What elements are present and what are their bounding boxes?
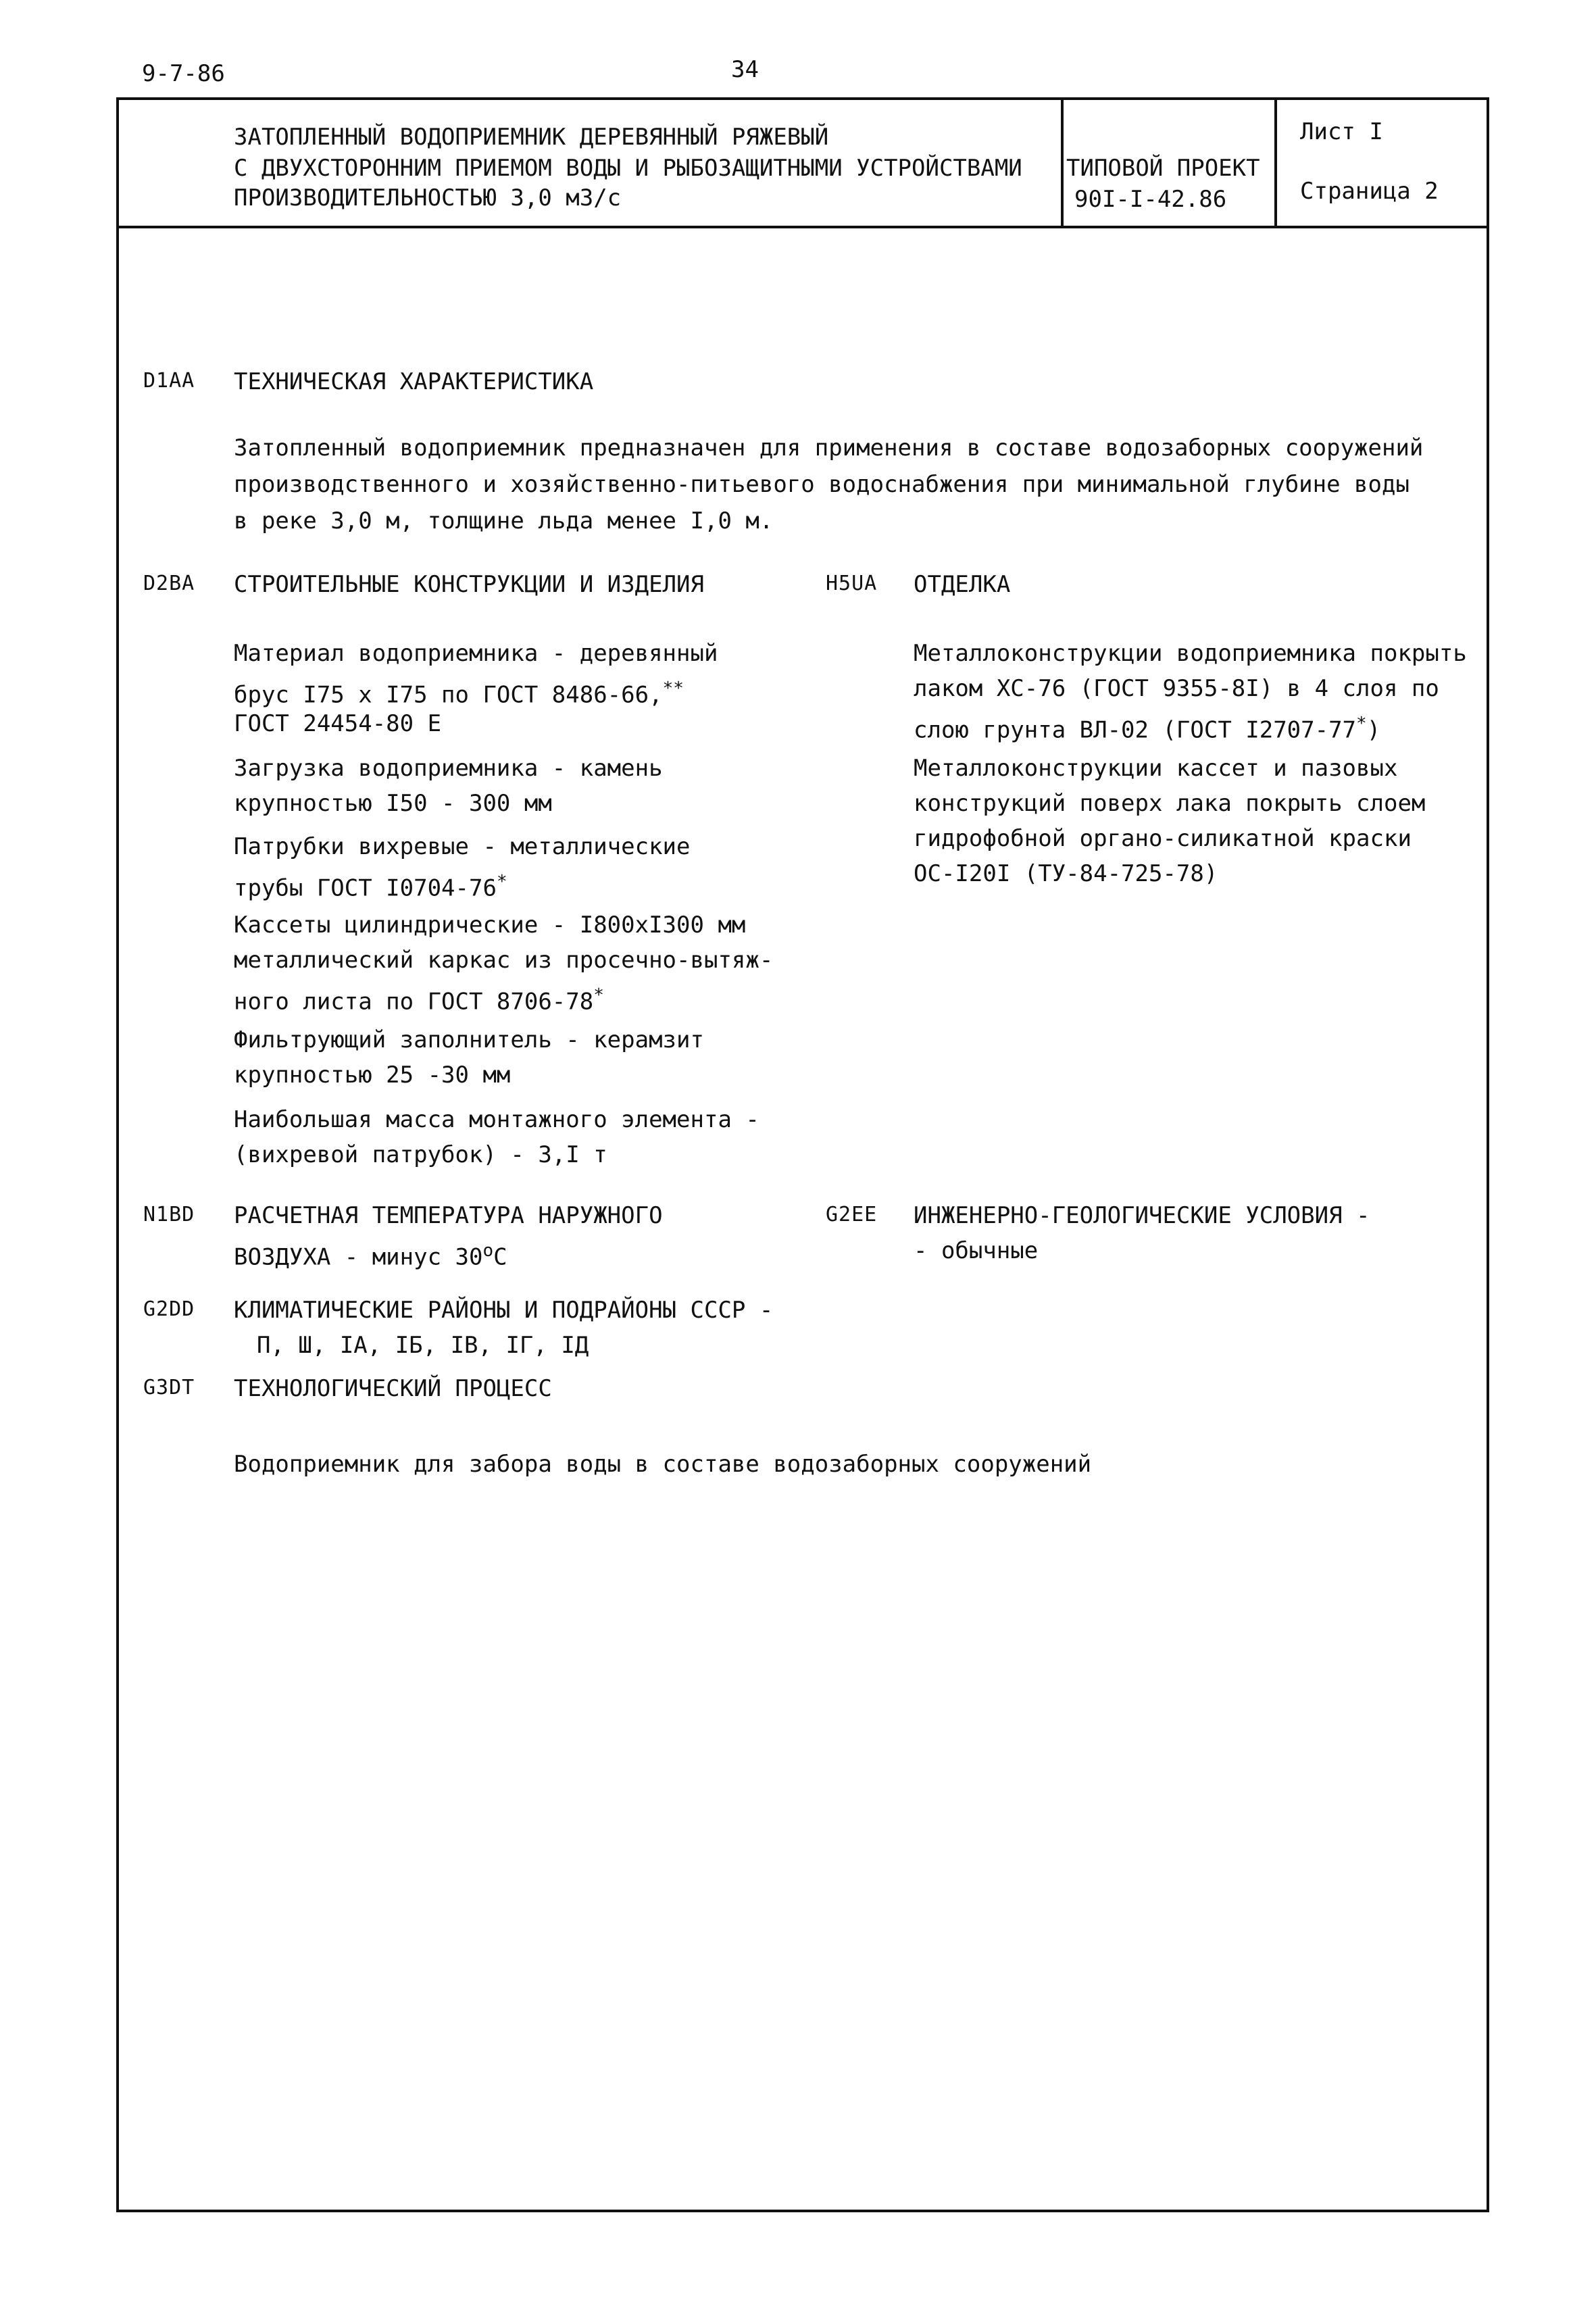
- paragraph-line: Затопленный водоприемник предназначен для применения в составе водозаборных сооружений: [234, 434, 1424, 462]
- list-item: брус I75 х I75 по ГОСТ 8486-66,**: [234, 678, 684, 709]
- stamp-divider-1: [1061, 97, 1064, 227]
- list-item: металлический каркас из просечно-вытяж-: [234, 947, 774, 974]
- list-item: Материал водоприемника - деревянный: [234, 640, 718, 667]
- paragraph-line: - обычные: [914, 1237, 1039, 1264]
- section-code: H5UA: [826, 572, 878, 595]
- stamp-bottom-rule: [116, 226, 1489, 228]
- section-code: G2EE: [826, 1203, 878, 1226]
- section-heading: ОТДЕЛКА: [914, 571, 1011, 598]
- list-item: (вихревой патрубок) - 3,I т: [234, 1141, 607, 1168]
- section-code: D1AA: [143, 369, 195, 393]
- paragraph-line: Водоприемник для забора воды в составе водозаборных сооружений: [234, 1451, 1092, 1478]
- stamp-title-line: С ДВУХСТОРОННИМ ПРИЕМОМ ВОДЫ И РЫБОЗАЩИТНЫМИ УСТРОЙСТВАМИ: [234, 155, 1022, 182]
- section-code: G2DD: [143, 1297, 195, 1321]
- list-item: ГОСТ 24454-80 Е: [234, 710, 442, 737]
- paragraph-line: слою грунта ВЛ-02 (ГОСТ I2707-77*): [914, 714, 1381, 744]
- section-heading: КЛИМАТИЧЕСКИЕ РАЙОНЫ И ПОДРАЙОНЫ СССР -: [234, 1297, 774, 1324]
- page-number: 34: [731, 56, 759, 83]
- project-label: ТИПОВОЙ ПРОЕКТ: [1066, 155, 1260, 182]
- section-code: G3DT: [143, 1376, 195, 1399]
- paragraph-line: П, Ш, IА, IБ, IВ, IГ, IД: [257, 1332, 589, 1359]
- section-code: N1BD: [143, 1203, 195, 1226]
- paragraph-line: Металлоконструкции кассет и пазовых: [914, 755, 1398, 782]
- document-code: 9-7-86: [142, 60, 225, 87]
- paragraph-line: Металлоконструкции водоприемника покрыть: [914, 640, 1467, 667]
- list-item: крупностью 25 -30 мм: [234, 1062, 511, 1089]
- section-heading: РАСЧЕТНАЯ ТЕМПЕРАТУРА НАРУЖНОГО: [234, 1202, 663, 1229]
- page-label: Страница 2: [1300, 178, 1439, 205]
- paragraph-line: в реке 3,0 м, толщине льда менее I,0 м.: [234, 507, 774, 534]
- stamp-title-line: ЗАТОПЛЕННЫЙ ВОДОПРИЕМНИК ДЕРЕВЯННЫЙ РЯЖЕВЫЙ: [234, 124, 829, 151]
- sheet-label: Лист I: [1300, 118, 1383, 145]
- section-heading: ТЕХНОЛОГИЧЕСКИЙ ПРОЦЕСС: [234, 1375, 552, 1402]
- stamp-title-line: ПРОИЗВОДИТЕЛЬНОСТЬЮ 3,0 м3/с: [234, 184, 622, 211]
- paragraph-line: лаком ХС-76 (ГОСТ 9355-8I) в 4 слоя по: [914, 675, 1439, 702]
- stamp-divider-2: [1274, 97, 1277, 227]
- list-item: ного листа по ГОСТ 8706-78*: [234, 985, 604, 1016]
- paragraph-line: производственного и хозяйственно-питьевого водоснабжения при минимальной глубине воды: [234, 471, 1410, 498]
- paragraph-line: ОС-I20I (ТУ-84-725-78): [914, 860, 1218, 887]
- section-heading: СТРОИТЕЛЬНЫЕ КОНСТРУКЦИИ И ИЗДЕЛИЯ: [234, 571, 704, 598]
- list-item: Патрубки вихревые - металлические: [234, 833, 691, 860]
- project-number: 90I-I-42.86: [1074, 186, 1227, 213]
- list-item: Загрузка водоприемника - камень: [234, 755, 663, 782]
- temperature-value: ВОЗДУХА - минус $30^оС$: [234, 1241, 507, 1271]
- paragraph-line: конструкций поверх лака покрыть слоем: [914, 790, 1426, 817]
- section-code: D2BA: [143, 572, 195, 595]
- list-item: Фильтрующий заполнитель - керамзит: [234, 1026, 704, 1053]
- section-heading: ТЕХНИЧЕСКАЯ ХАРАКТЕРИСТИКА: [234, 368, 594, 395]
- section-heading: ИНЖЕНЕРНО-ГЕОЛОГИЧЕСКИЕ УСЛОВИЯ -: [914, 1202, 1370, 1229]
- list-item: трубы ГОСТ I0704-76*: [234, 872, 507, 902]
- list-item: Наибольшая масса монтажного элемента -: [234, 1106, 759, 1133]
- paragraph-line: гидрофобной органо-силикатной краски: [914, 825, 1412, 852]
- list-item: крупностью I50 - 300 мм: [234, 790, 552, 817]
- list-item: Кассеты цилиндрические - I800хI300 мм: [234, 912, 746, 939]
